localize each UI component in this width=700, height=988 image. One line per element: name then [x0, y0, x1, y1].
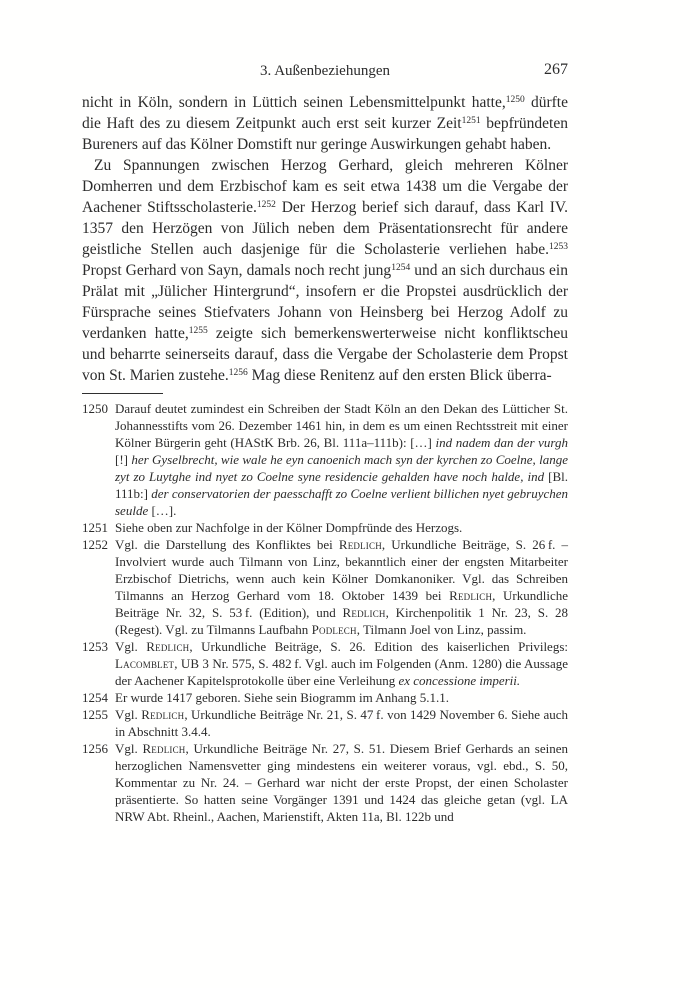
footnote-number: 1256: [82, 741, 108, 756]
footnote-text: [115, 706, 568, 740]
footnote: [82, 689, 568, 706]
smallcaps-author-name: Redlich: [449, 588, 493, 603]
smallcaps-author-name: Redlich: [141, 707, 185, 722]
smallcaps-author-name: Redlich: [142, 741, 186, 756]
footnote: [82, 706, 568, 740]
text-run: Darauf deutet zumindest ein Schreiben der Stadt Köln an den Dekan des Lütticher St. Johannesstifts vom 26. Dezember 1461 hin, in dem es um einen Rechtsstreit mit einer Kölner Bürgerin geht (HAStK Brb. 26, Bl. 111a–111b): […]: [115, 401, 568, 450]
footnotes-section: [82, 400, 568, 825]
footnote-separator: [82, 393, 163, 394]
footnote-number: 1253: [82, 639, 108, 654]
text-run: , Kirchenpolitik 1 Nr. 23, S. 28 (Regest). Vgl. zu Tilmanns Laufbahn: [115, 605, 568, 637]
footnote-marker: 1256: [228, 368, 248, 378]
main-text: [82, 92, 568, 386]
smallcaps-author-name: Podlech: [311, 622, 357, 637]
footnote-text: [115, 689, 568, 706]
footnote-number: 1250: [82, 401, 108, 416]
text-run: dürfte die Haft des zu diesem Zeitpunkt auch erst seit kurzer Zeit: [82, 94, 568, 132]
text-run: Vgl.: [115, 707, 142, 722]
text-run: bepfründeten Bureners auf das Kölner Domstift nur geringe Auswirkungen gehabt haben.: [82, 115, 568, 153]
footnote-text: [115, 519, 568, 536]
smallcaps-author-name: Redlich: [146, 639, 190, 654]
footnote-text: [115, 400, 568, 519]
text-run: , Urkundliche Beiträge, S. 26 f. – Involviert wurde auch Tilmann von Linz, bekanntlich einer der engsten Mitarbeiter Erzbischof Dietrichs, wenn auch kein Kölner Domkanoniker. Vgl. das Schreiben Tilmanns an Herzog Gerhard vom 18. Oktober 1439 bei: [115, 537, 568, 603]
chapter-heading: 3. Außenbeziehungen: [260, 63, 390, 79]
text-run: Der Herzog berief sich darauf, dass Karl IV. 1357 den Herzögen von Jülich neben dem Präsentationsrecht für andere geistliche Stellen auch dasjenige für die Scholasterie verliehen habe.: [82, 199, 568, 258]
italic-text: der conservatorien der paesschafft zo Coelne verlient billichen nyet gebruychen seulde: [115, 486, 568, 518]
italic-text: her Gyselbrecht, wie wale he eyn canoenich mach syn der kyrchen zo Coelne, lange zyt zo Luytghe ind nyet zo Coelne syne residencie gehalden have noch halde, ind: [115, 452, 568, 484]
smallcaps-author-name: Redlich: [338, 537, 382, 552]
text-run: , Urkundliche Beiträge Nr. 32, S. 53 f. (Edition), und: [115, 588, 568, 620]
text-run: […].: [151, 503, 177, 518]
italic-text: ind nadem dan der vurgh: [435, 435, 568, 450]
footnote-text: [115, 638, 568, 689]
footnote: [82, 519, 568, 536]
footnote: [82, 400, 568, 519]
text-run: , Urkundliche Beiträge Nr. 27, S. 51. Diesem Brief Gerhards an seinen herzoglichen Namensvetter ging mindestens ein weiterer voraus, vgl. ebd., S. 50, Kommentar zu Nr. 24. – Gerhard war nicht der erste Propst, der einen Scholaster präsentierte. So hatten seine Vorgänger 1391 und 1424 das gleiche getan (vgl. LA NRW Abt. Rheinl., Aachen, Marienstift, Akten 11a, Bl. 122b und: [115, 741, 569, 824]
footnote-marker: 1254: [391, 263, 411, 273]
text-run: Vgl.: [115, 741, 143, 756]
italic-text: ex concessione imperii.: [398, 673, 521, 688]
text-run: zeigte sich bemerkenswerterweise nicht konfliktscheu und beharrte seinerseits darauf, dass die Vergabe der Scholasterie dem Propst von St. Marien zustehe.: [82, 325, 568, 384]
footnote-number: 1251: [82, 520, 108, 535]
text-run: Propst Gerhard von Sayn, damals noch recht jung: [82, 262, 392, 279]
footnote: [82, 536, 568, 638]
text-run: [!]: [115, 452, 128, 467]
footnote-marker: 1255: [188, 326, 208, 336]
footnote-marker: 1250: [505, 95, 525, 105]
smallcaps-author-name: Lacomblet: [115, 656, 175, 671]
text-run: Siehe oben zur Nachfolge in der Kölner Dompfründe des Herzogs.: [115, 520, 463, 535]
text-run: nicht in Köln, sondern in Lüttich seinen Lebensmittelpunkt hatte,: [82, 94, 506, 111]
text-run: Er wurde 1417 geboren. Siehe sein Biogramm im Anhang 5.1.1.: [115, 690, 449, 705]
running-header: [82, 62, 568, 80]
text-run: , Urkundliche Beiträge, S. 26. Edition des kaiserlichen Privilegs:: [189, 639, 569, 654]
text-block: [82, 62, 568, 825]
footnote-marker: 1251: [461, 116, 481, 126]
body-paragraph: [82, 92, 568, 155]
page-number: 267: [544, 61, 568, 78]
body-paragraph: [82, 155, 568, 386]
text-run: [Bl. 111b:]: [115, 469, 568, 501]
footnote-number: 1255: [82, 707, 108, 722]
text-run: , Urkundliche Beiträge Nr. 21, S. 47 f. von 1429 November 6. Siehe auch in Abschnitt 3.4.4.: [115, 707, 569, 739]
footnote-marker: 1253: [549, 242, 568, 252]
footnote-marker: 1252: [256, 200, 276, 210]
text-run: , UB 3 Nr. 575, S. 482 f. Vgl. auch im Folgenden (Anm. 1280) die Aussage der Aachener Kapitelsprotokolle über eine Verleihung: [115, 656, 568, 688]
text-run: Vgl.: [115, 639, 147, 654]
footnote: [82, 638, 568, 689]
text-run: Mag diese Renitenz auf den ersten Blick überra-: [247, 367, 552, 384]
text-run: , Tilmann Joel von Linz, passim.: [356, 622, 527, 637]
text-run: Zu Spannungen zwischen Herzog Gerhard, gleich mehreren Kölner Domherren und dem Erzbischof kam es seit etwa 1438 um die Vergabe der Aachener Stiftsscholasterie.: [82, 157, 568, 216]
footnote-text: [115, 536, 568, 638]
footnote: [82, 740, 568, 825]
footnote-number: 1254: [82, 690, 108, 705]
text-run: und an sich durchaus ein Prälat mit „Jülicher Hintergrund“, insofern er die Propstei ausdrücklich der Fürsprache seines Stiefvaters Johann von Heinsberg bei Herzog Adolf zu verdanken hatte,: [82, 262, 568, 342]
footnote-number: 1252: [82, 537, 108, 552]
footnote-text: [115, 740, 568, 825]
smallcaps-author-name: Redlich: [342, 605, 386, 620]
text-run: Vgl. die Darstellung des Konfliktes bei: [115, 537, 339, 552]
